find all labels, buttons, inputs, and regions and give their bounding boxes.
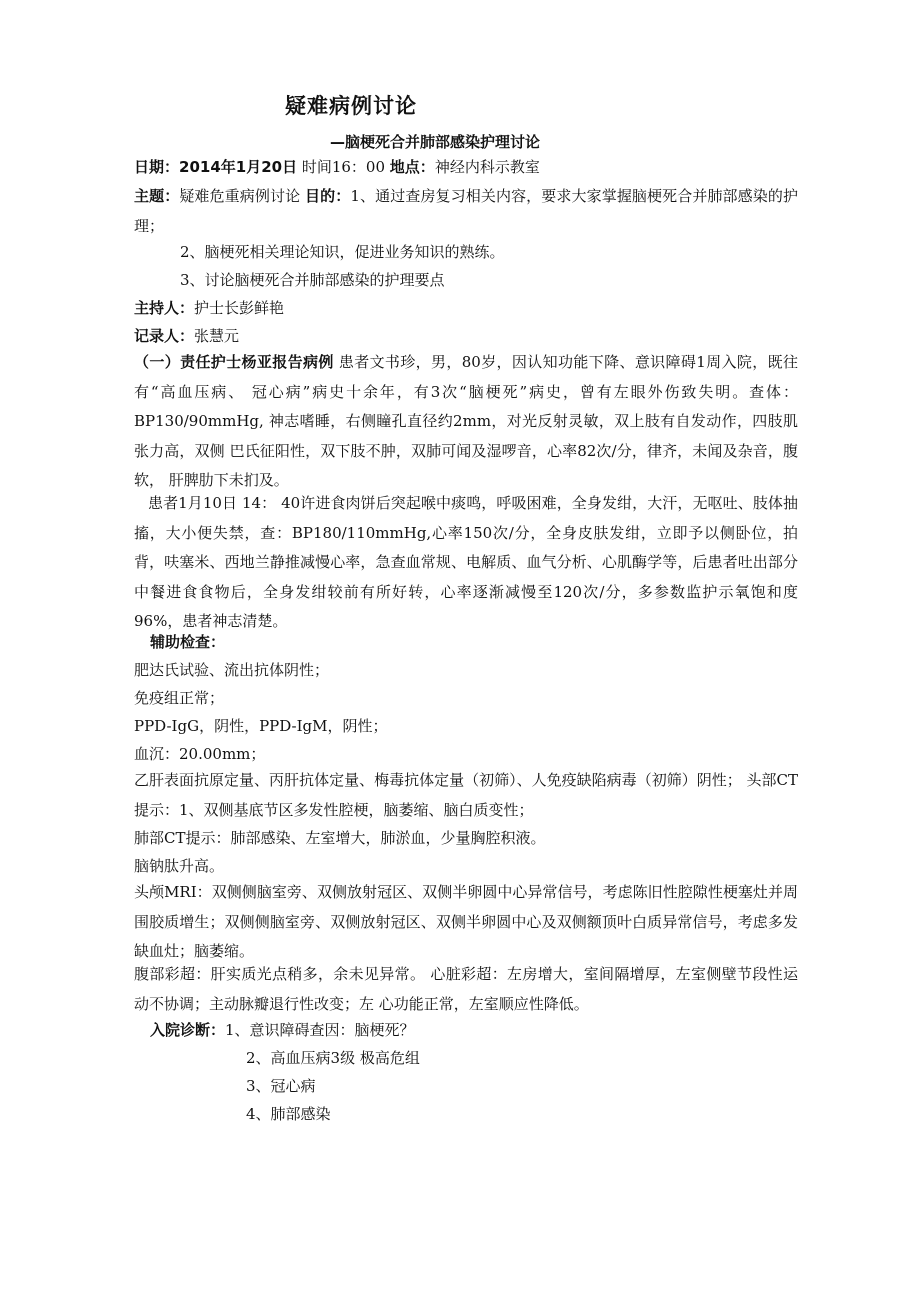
aux-item: 肺部CT提示：肺部感染、左室增大，肺淤血，少量胸腔积液。 — [134, 829, 546, 847]
aux-item: 腹部彩超：肝实质光点稍多，余未见异常。 心脏彩超：左房增大，室间隔增厚，左室侧壁节段性运动不协调；主动脉瓣退行性改变；左 心功能正常，左室顺应性降低。 — [134, 965, 798, 1013]
aux-item: 乙肝表面抗原定量、丙肝抗体定量、梅毒抗体定量（初筛）、人免疫缺陷病毒（初筛）阴性； 头部CT提示：1、双侧基底节区多发性腔梗，脑萎缩、脑白质变性； — [134, 771, 798, 819]
place-value: 神经内科示教室 — [434, 158, 540, 176]
diagnosis-item: 3、冠心病 — [246, 1077, 316, 1095]
case-paragraph-2: 患者1月10日 14： 40许进食肉饼后突起喉中痰鸣，呼吸困难，全身发绀，大汗，无呕吐、肢体抽搐，大小便失禁，查：BP180/110mmHg,心率150次/分，全身皮肤发绀，立即予以侧卧位，拍背，呋塞米、西地兰静推减慢心率，急查血常规、电解质、血气分析、心肌酶学等，后患者吐出部分中餐进食食物后，全身发绀较前有所好转，心率逐渐减慢至120次/分，多参数监护示氧饱和度96%，患者神志清楚。 — [134, 494, 798, 630]
case-heading: （一）责任护士杨亚报告病例 — [134, 353, 334, 371]
diagnosis-item: 2、高血压病3级 极高危组 — [246, 1049, 420, 1067]
host-value: 护士长彭鲜艳 — [194, 299, 285, 317]
topic-label: 主题： — [134, 187, 180, 205]
document-subtitle: —脑梗死合并肺部感染护理讨论 — [330, 133, 541, 151]
diagnosis-line — [150, 1016, 810, 1045]
recorder-value: 张慧元 — [194, 327, 240, 345]
recorder-label: 记录人： — [134, 327, 195, 345]
date-label: 日期： — [134, 158, 180, 176]
topic-paragraph — [134, 182, 798, 241]
diagnosis-label: 入院诊断： — [150, 1021, 226, 1039]
aux-item: 脑钠肽升高。 — [134, 857, 225, 875]
purpose-1: 1、通过查房复习相关内容，要求大家掌握脑梗死合并肺部感染的护理； — [134, 187, 798, 235]
time-text: 时间16：00 — [297, 158, 390, 176]
host-line — [134, 294, 794, 323]
purpose-3: 3、讨论脑梗死合并肺部感染的护理要点 — [180, 271, 445, 289]
aux-item: 免疫组正常； — [134, 689, 225, 707]
purpose-label: 目的： — [305, 187, 351, 205]
aux-item: PPD-IgG，阴性，PPD-IgM，阴性； — [134, 717, 388, 735]
host-label: 主持人： — [134, 299, 195, 317]
purpose-2: 2、脑梗死相关理论知识，促进业务知识的熟练。 — [180, 243, 505, 261]
meta-line — [134, 153, 794, 182]
case-text-1: 患者文书珍，男，80岁，因认知功能下降、意识障碍1周入院，既往有“高血压病、 冠心病”病史十余年，有3次“脑梗死”病史，曾有左眼外伤致失明。查体：BP130/90mmHg, 神志嗜睡，右侧瞳孔直径约2mm，对光反射灵敏，双上肢有自发动作，四肢肌张力高，双侧 巴氏征阳性，双下肢不肿，双肺可闻及湿啰音，心率82次/分，律齐，未闻及杂音，腹软， 肝脾肋下未扪及。 — [134, 353, 798, 489]
aux-heading: 辅助检查： — [150, 633, 226, 651]
aux-item: 肥达氏试验、流出抗体阴性； — [134, 661, 330, 679]
date-value: 2014年1月20日 — [179, 158, 298, 176]
place-label: 地点： — [389, 158, 435, 176]
aux-item: 头颅MRI：双侧侧脑室旁、双侧放射冠区、双侧半卵圆中心异常信号，考虑陈旧性腔隙性梗塞灶并周围胶质增生；双侧侧脑室旁、双侧放射冠区、双侧半卵圆中心及双侧额顶叶白质异常信号，考虑多发缺血灶；脑萎缩。 — [134, 883, 798, 960]
topic-value: 疑难危重病例讨论 — [179, 187, 306, 205]
case-paragraph-1 — [134, 348, 798, 496]
recorder-line — [134, 322, 794, 351]
diagnosis-item: 1、意识障碍查因：脑梗死？ — [225, 1021, 415, 1039]
document-title: 疑难病例讨论 — [285, 94, 417, 118]
aux-item: 血沉：20.00mm； — [134, 745, 266, 763]
diagnosis-item: 4、肺部感染 — [246, 1105, 331, 1123]
